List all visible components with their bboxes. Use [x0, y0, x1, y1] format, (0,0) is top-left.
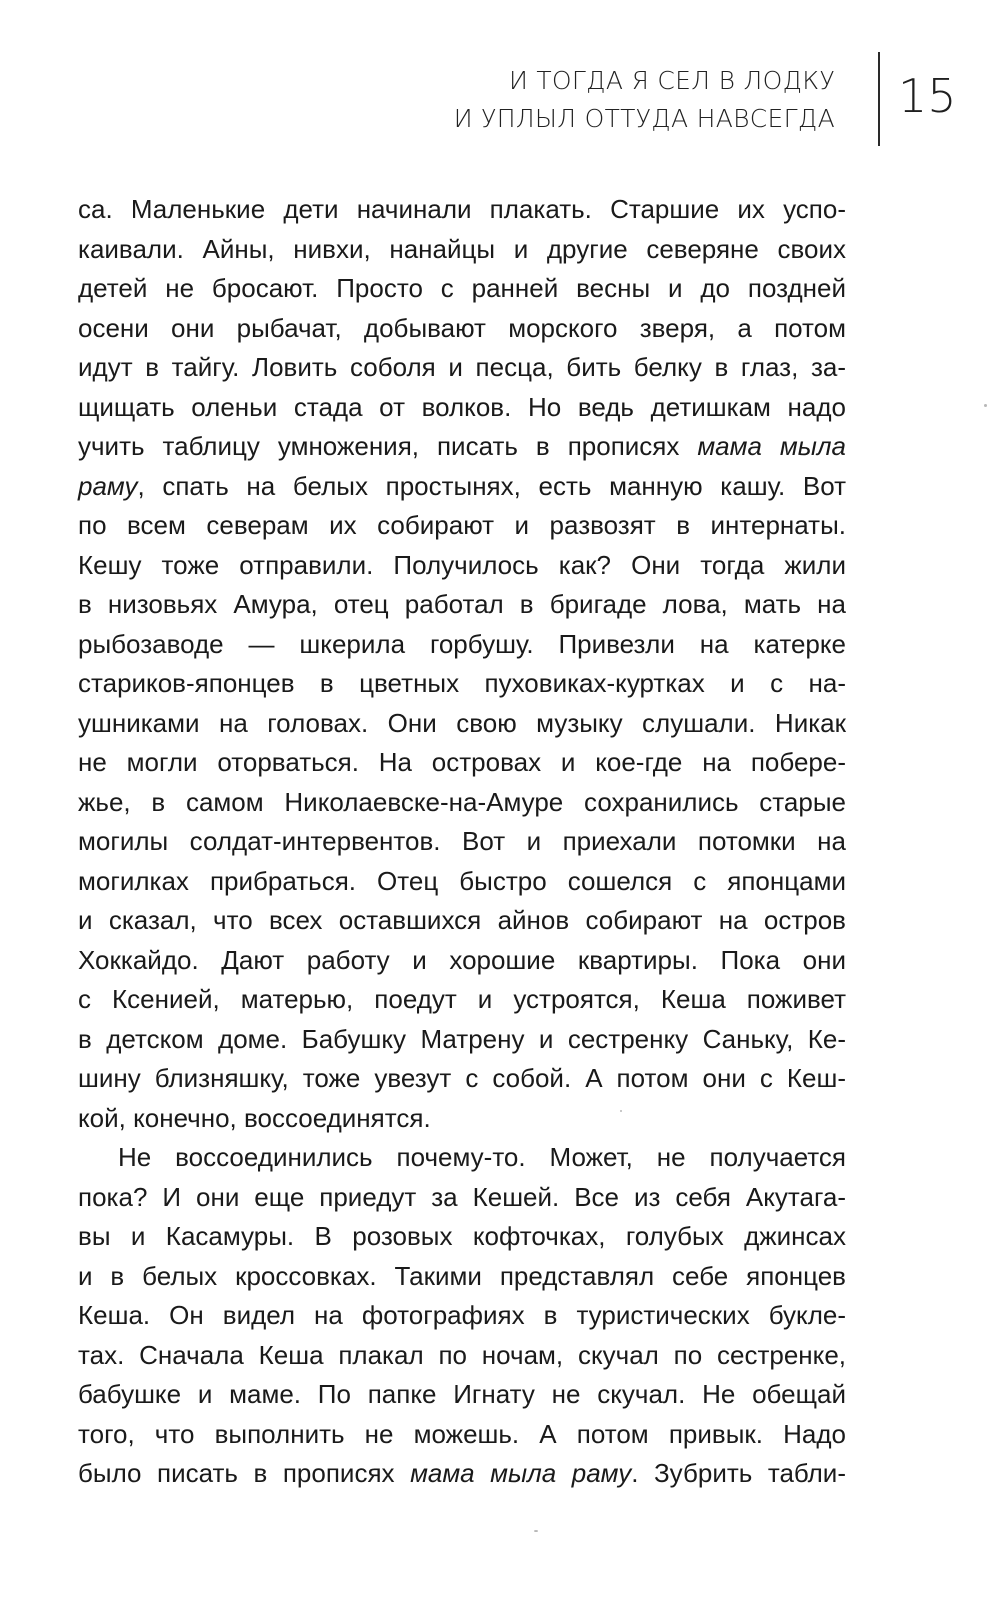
text-line: [78, 467, 846, 507]
text-line: с Ксенией, матерью, поедут и устроятся, Кеша поживет: [78, 984, 846, 1014]
text-line: Кеша. Он видел на фотографиях в туристических букле-: [78, 1300, 846, 1330]
text-line: и в белых кроссовках. Такими представлял себе японцев: [78, 1260, 846, 1291]
text-run: . Зубрить табли-: [631, 1458, 846, 1488]
text-line: пока? И они еще приедут за Кешей. Все из себя Акутага-: [78, 1181, 846, 1212]
text-line: осени они рыбачат, добывают морского зверя, а потом: [78, 312, 846, 343]
text-line: жье, в самом Николаевске-на-Амуре сохранились старые: [78, 786, 846, 817]
running-head-line-2: И УПЛЫЛ ОТТУДА НАВСЕГДА: [453, 104, 835, 133]
text-line: того, что выполнить не можешь. А потом привык. Надо: [78, 1418, 846, 1449]
text-line: в низовьях Амура, отец работал в бригаде лова, мать на: [78, 589, 846, 619]
italic-phrase: мама мыла раму: [410, 1458, 632, 1488]
text-line: не могли оторваться. На островах и кое-где на побере-: [78, 747, 846, 777]
paper-speck: [534, 1530, 538, 1532]
text-line: идут в тайгу. Ловить соболя и песца, бить белку в глаз, за-: [78, 352, 846, 382]
text-line: бабушке и маме. По папке Игнату не скучал. Не обещай: [78, 1379, 846, 1409]
text-line: [78, 427, 846, 467]
paper-speck: [984, 404, 987, 407]
text-line: рыбозаводе — шкерила горбушу. Привезли на катерке: [78, 628, 846, 659]
text-line: и сказал, что всех оставшихся айнов собирают на остров: [78, 905, 846, 935]
text-line: тах. Сначала Кеша плакал по ночам, скучал по сестренке,: [78, 1339, 846, 1370]
running-head-line-1: И ТОГДА Я СЕЛ В ЛОДКУ: [508, 66, 835, 95]
text-run: учить таблицу умножения, писать в прописях: [78, 431, 680, 461]
text-line: кой, конечно, воссоединятся.: [78, 1102, 431, 1133]
header-divider: [878, 52, 880, 146]
text-line: Хоккайдо. Дают работу и хорошие квартиры. Пока они: [78, 944, 846, 975]
text-line: шину близняшку, тоже увезут с собой. А потом они с Кеш-: [78, 1063, 846, 1093]
text-line: каивали. Айны, нивхи, нанайцы и другие северяне своих: [78, 233, 846, 264]
paragraph-start-line: Не воссоединились почему-то. Может, не получается: [118, 1142, 846, 1172]
page-number: 15: [898, 69, 957, 123]
italic-phrase: раму: [78, 470, 138, 501]
text-line: могилках прибраться. Отец быстро сошелся с японцами: [78, 865, 846, 896]
text-line: щищать оленьи стада от волков. Но ведь детишкам надо: [78, 391, 846, 422]
text-run: , спать на белых простынях, есть манную кашу. Вот: [137, 470, 846, 501]
text-line: вы и Касамуры. В розовых кофточках, голубых джинсах: [78, 1221, 846, 1251]
paper-speck: [620, 1110, 622, 1112]
running-head: [454, 62, 835, 138]
body-text: [78, 190, 846, 1494]
text-line: Кешу тоже отправили. Получилось как? Они тогда жили: [78, 549, 846, 580]
text-line: стариков-японцев в цветных пуховиках-куртках и с на-: [78, 668, 846, 698]
text-run: было писать в прописях: [78, 1458, 395, 1488]
text-line: [78, 1454, 846, 1494]
text-line: могилы солдат-интервентов. Вот и приехали потомки на: [78, 826, 846, 856]
text-line: ушниками на головах. Они свою музыку слушали. Никак: [78, 707, 846, 738]
text-line: в детском доме. Бабушку Матрену и сестренку Саньку, Ке-: [78, 1023, 846, 1054]
text-line: по всем северам их собирают и развозят в интернаты.: [78, 510, 846, 540]
text-line: са. Маленькие дети начинали плакать. Старшие их успо-: [78, 194, 846, 224]
text-line: детей не бросают. Просто с ранней весны и до поздней: [78, 273, 846, 303]
italic-phrase: мама мыла: [697, 431, 846, 461]
